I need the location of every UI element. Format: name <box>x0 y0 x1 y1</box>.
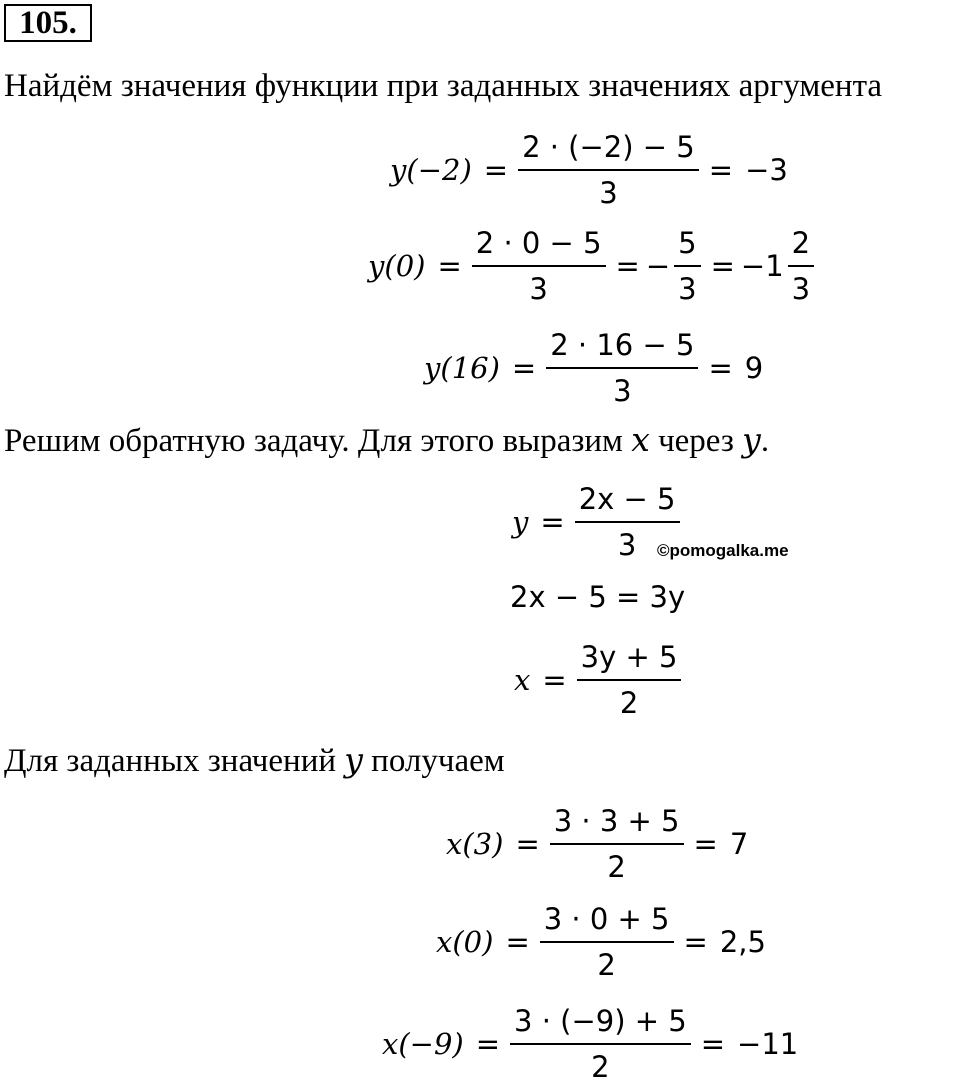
equation-y-16 <box>418 328 769 408</box>
result: 9 <box>744 351 764 385</box>
expression: 2x − 5 = 3y <box>510 580 686 614</box>
variable-y: y <box>344 740 363 779</box>
fraction <box>573 640 686 720</box>
result: −11 <box>737 1027 799 1061</box>
denominator: 3 <box>529 272 548 306</box>
variable-y: y <box>742 420 761 459</box>
equation-x-3 <box>440 804 754 884</box>
text-segment: получаем <box>371 743 505 779</box>
equation-lhs: x(−9) <box>382 1027 464 1061</box>
numerator: 3 · (−9) + 5 <box>510 1004 691 1045</box>
problem-number: 105. <box>4 4 92 42</box>
result: 7 <box>729 827 749 861</box>
numerator: 3y + 5 <box>577 640 682 681</box>
equation-y-minus2 <box>384 130 794 210</box>
numerator: 2 · 16 − 5 <box>546 328 698 369</box>
equation-lhs: x <box>514 663 531 697</box>
equation-lhs: y <box>512 505 529 539</box>
denominator: 3 <box>599 176 618 210</box>
inverse-intro-text <box>4 420 769 461</box>
text-segment: Решим обратную задачу. Для этого выразим <box>4 423 623 459</box>
numerator: 5 <box>674 226 700 267</box>
equation-x-0 <box>430 902 772 982</box>
equals-sign: = <box>693 827 718 861</box>
text-segment: . <box>760 423 770 459</box>
minus-sign: − <box>645 249 671 283</box>
equals-sign: = <box>475 1027 501 1061</box>
equals-sign: = <box>505 925 530 959</box>
equals-sign: = <box>542 663 567 697</box>
equation-lhs: y(−2) <box>390 153 472 187</box>
denominator: 2 <box>597 948 616 982</box>
equation-lhs: x(3) <box>446 827 504 861</box>
denominator: 2 <box>607 850 626 884</box>
watermark: ©pomogalka.me <box>657 541 789 560</box>
text-segment: через <box>658 423 734 459</box>
equals-sign: = <box>708 153 734 187</box>
equation-cross-multiplied <box>504 580 691 614</box>
equation-lhs: y(16) <box>424 351 500 385</box>
equals-sign: = <box>700 1027 726 1061</box>
numerator: 2x − 5 <box>575 482 680 523</box>
equation-y-0 <box>362 226 818 306</box>
equals-sign: = <box>515 827 540 861</box>
fraction <box>536 902 678 982</box>
fraction <box>542 328 702 408</box>
equals-sign: = <box>683 925 708 959</box>
fraction <box>468 226 610 306</box>
equals-sign: = <box>511 351 537 385</box>
fraction <box>506 1004 695 1084</box>
numerator: 2 <box>788 226 814 267</box>
mixed-number <box>741 226 818 306</box>
equation-lhs: y(0) <box>368 249 426 283</box>
fraction <box>670 226 704 306</box>
denominator: 3 <box>617 528 637 562</box>
equation-lhs: x(0) <box>436 925 494 959</box>
equals-sign: = <box>710 249 735 283</box>
fraction <box>514 130 703 210</box>
variable-x: x <box>631 420 650 459</box>
equation-x-minus9 <box>376 1004 804 1084</box>
fraction <box>784 226 818 306</box>
equals-sign: = <box>483 153 509 187</box>
numerator: 3 · 3 + 5 <box>550 804 684 845</box>
numerator: 2 · (−2) − 5 <box>518 130 699 171</box>
numerator: 2 · 0 − 5 <box>472 226 606 267</box>
denominator: 2 <box>591 1050 610 1084</box>
denominator: 2 <box>619 686 639 720</box>
numerator: 3 · 0 + 5 <box>540 902 674 943</box>
equals-sign: = <box>437 249 462 283</box>
fraction <box>546 804 688 884</box>
denominator: 3 <box>613 374 632 408</box>
result: −3 <box>745 153 788 187</box>
equals-sign: = <box>540 505 565 539</box>
given-intro-text <box>4 740 505 781</box>
whole-part: −1 <box>740 249 784 283</box>
intro-text: Найдём значения функции при заданных значениях аргумента <box>4 68 883 104</box>
denominator: 3 <box>678 272 697 306</box>
equals-sign: = <box>615 249 640 283</box>
equals-sign: = <box>708 351 733 385</box>
equation-x-formula <box>508 640 685 720</box>
denominator: 3 <box>791 272 811 306</box>
result: 2,5 <box>719 925 766 959</box>
text-segment: Для заданных значений <box>4 743 337 779</box>
